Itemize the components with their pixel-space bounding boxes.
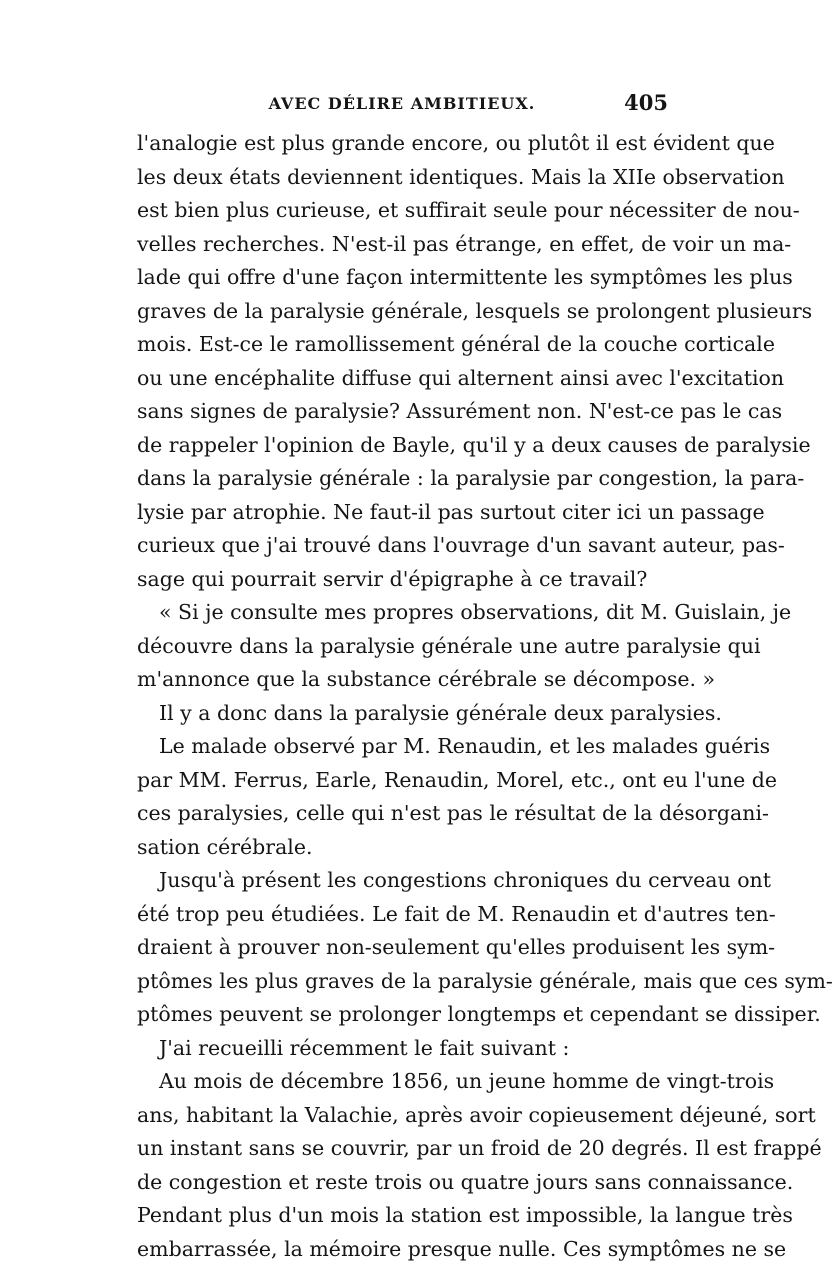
text-line: par MM. Ferrus, Earle, Renaudin, Morel, etc., ont eu l'une de — [137, 767, 777, 792]
text-line: draient à prouver non-seulement qu'elles produisent les sym- — [137, 935, 776, 959]
text-line: graves de la paralysie générale, lesquels se prolongent plusieurs — [137, 298, 813, 323]
text-line: Jusqu'à présent les congestions chroniques du cerveau ont — [159, 868, 771, 892]
text-line: Pendant plus d'un mois la station est impossible, la langue très — [137, 1203, 793, 1227]
text-line: ptômes peuvent se prolonger longtemps et cependant se dissiper. — [137, 1002, 821, 1026]
text-line: sans signes de paralysie? Assurément non. N'est-ce pas le cas — [137, 399, 783, 423]
text-line: de rappeler l'opinion de Bayle, qu'il y a deux causes de paralysie — [137, 432, 811, 457]
body-text — [137, 127, 833, 1266]
text-line: velles recherches. N'est-il pas étrange, en effet, de voir un ma- — [137, 231, 792, 256]
text-line: l'analogie est plus grande encore, ou plutôt il est évident que — [137, 131, 775, 155]
text-line: lade qui offre d'une façon intermittente les symptômes les plus — [137, 265, 793, 289]
text-line: de congestion et reste trois ou quatre jours sans connaissance. — [137, 1169, 794, 1194]
text-line: J'ai recueilli récemment le fait suivant : — [159, 1035, 570, 1060]
text-line: un instant sans se couvrir, par un froid de 20 degrés. Il est frappé — [137, 1136, 822, 1160]
text-line: ans, habitant la Valachie, après avoir copieusement déjeuné, sort — [137, 1102, 816, 1127]
page-number: 405 — [624, 90, 668, 115]
text-line: mois. Est-ce le ramollissement général de la couche corticale — [137, 332, 775, 356]
text-line: dans la paralysie générale : la paralysie par congestion, la para- — [137, 466, 805, 490]
text-line: Le malade observé par M. Renaudin, et les malades guéris — [159, 734, 771, 758]
text-line: embarrassée, la mémoire presque nulle. Ces symptômes ne se — [137, 1236, 787, 1261]
text-line: les deux états deviennent identiques. Mais la XIIe observation — [137, 164, 785, 189]
text-line: sage qui pourrait servir d'épigraphe à ce travail? — [137, 566, 648, 591]
running-title: AVEC DÉLIRE AMBITIEUX. — [268, 94, 536, 113]
text-line: curieux que j'ai trouvé dans l'ouvrage d'un savant auteur, pas- — [137, 533, 785, 557]
text-line: Il y a donc dans la paralysie générale deux paralysies. — [159, 700, 722, 725]
text-line: ou une encéphalite diffuse qui alternent ainsi avec l'excitation — [137, 365, 785, 390]
text-line: Au mois de décembre 1856, un jeune homme de vingt-trois — [159, 1069, 775, 1093]
text-line: ptômes les plus graves de la paralysie générale, mais que ces sym- — [137, 968, 833, 993]
text-line: découvre dans la paralysie générale une autre paralysie qui — [137, 633, 761, 658]
text-line: sation cérébrale. — [137, 834, 313, 859]
running-head — [136, 90, 668, 120]
text-line: « Si je consulte mes propres observations, dit M. Guislain, je — [159, 600, 792, 624]
text-line: ces paralysies, celle qui n'est pas le résultat de la désorgani- — [137, 801, 769, 825]
text-line: est bien plus curieuse, et suffirait seule pour nécessiter de nou- — [137, 198, 800, 222]
text-line: m'annonce que la substance cérébrale se décompose. » — [137, 667, 716, 691]
text-line: été trop peu étudiées. Le fait de M. Renaudin et d'autres ten- — [137, 901, 776, 926]
text-line: lysie par atrophie. Ne faut-il pas surtout citer ici un passage — [137, 499, 765, 524]
